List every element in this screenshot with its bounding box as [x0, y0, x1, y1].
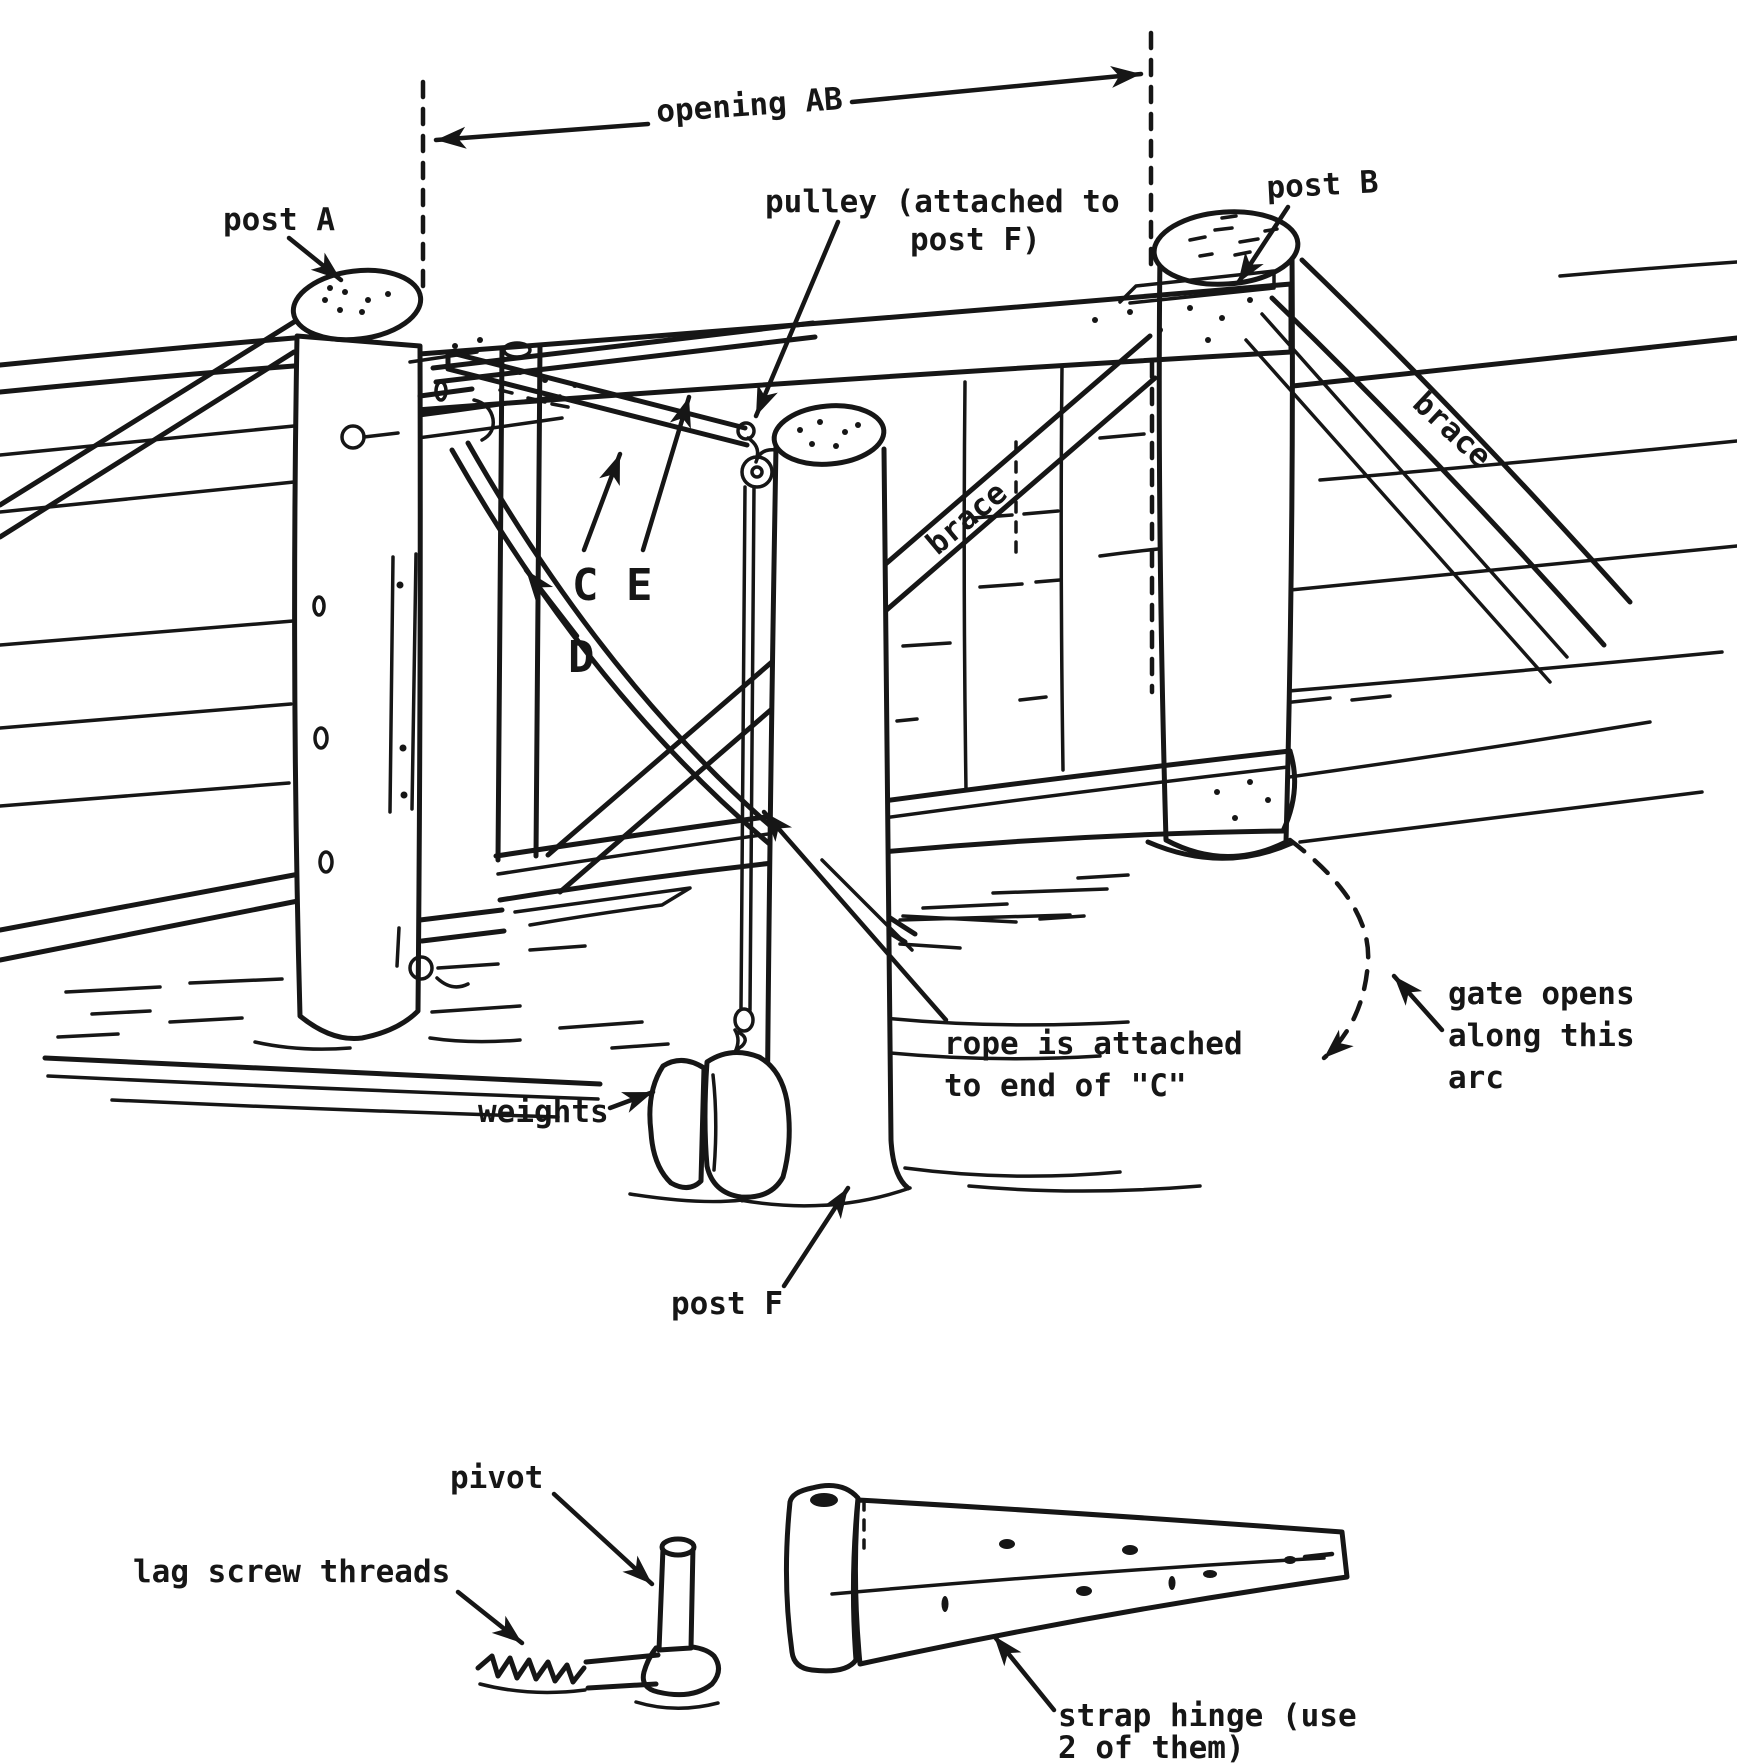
dimension-arrow-right — [852, 74, 1141, 102]
post-f-leader — [784, 1188, 848, 1286]
label-brace-right: brace — [1405, 385, 1499, 475]
label-lag-screw: lag screw threads — [133, 1554, 451, 1590]
post-a — [289, 263, 424, 1038]
pivot-pin — [659, 1546, 693, 1650]
label-opening-ab: opening AB — [655, 81, 844, 130]
label-pulley-2: post F) — [910, 222, 1041, 258]
post-a-leader — [289, 238, 341, 280]
gate-middle-stile — [964, 382, 966, 790]
label-d: D — [568, 632, 595, 683]
label-brace-middle: brace — [919, 474, 1015, 563]
label-post-a: post A — [223, 202, 335, 238]
arm-e — [433, 323, 815, 382]
strap-hinge-detail — [786, 1486, 1347, 1671]
rope-knot — [738, 423, 754, 439]
lag-screw-thread — [478, 1656, 584, 1682]
label-gate-arc-3: arc — [1448, 1060, 1504, 1096]
label-strap-hinge-1: strap hinge (use — [1058, 1698, 1357, 1734]
label-pivot: pivot — [450, 1460, 544, 1496]
label-weights: weights — [478, 1094, 609, 1130]
lag-screw-leader — [458, 1592, 522, 1643]
rope — [741, 487, 754, 1010]
strap-hinge-barrel — [786, 1486, 858, 1671]
label-c: C — [572, 560, 599, 611]
label-gate-arc-2: along this — [1448, 1018, 1635, 1054]
dashed-line-post-b — [1151, 33, 1152, 692]
pivot-leader — [554, 1494, 652, 1584]
label-pulley-1: pulley (attached to — [765, 184, 1120, 220]
label-strap-hinge-2: 2 of them) — [1058, 1730, 1245, 1764]
strap-hinge-plate — [855, 1500, 1347, 1664]
label-post-f: post F — [671, 1286, 783, 1322]
pivot-bracket — [643, 1646, 718, 1694]
pulley-leader — [756, 222, 838, 416]
see-through-wires — [897, 434, 1158, 721]
gate-swing-arc — [1290, 840, 1368, 1058]
label-gate-arc-1: gate opens — [1448, 976, 1635, 1012]
label-e: E — [626, 560, 653, 611]
label-post-b: post B — [1265, 164, 1380, 206]
label-rope-1: rope is attached — [944, 1026, 1243, 1062]
weight-rock-left — [650, 1060, 704, 1187]
arc-leader — [1394, 976, 1442, 1030]
gate-right-stile — [1061, 368, 1063, 770]
weights-leader — [610, 1092, 653, 1108]
strap-hinge-leader — [994, 1636, 1054, 1710]
pivot-detail — [478, 1539, 719, 1708]
weight-rock-right — [705, 1053, 789, 1198]
c-leader — [584, 454, 620, 550]
dimension-arrow-left — [436, 124, 648, 140]
label-rope-2: to end of "C" — [944, 1068, 1187, 1104]
